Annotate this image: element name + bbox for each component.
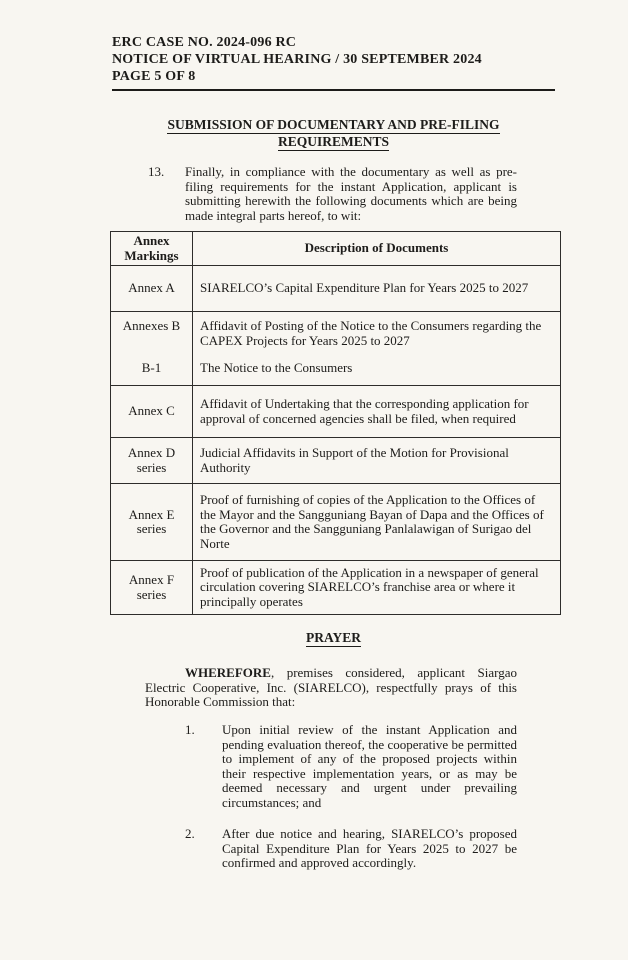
marking-cell: Annex F series bbox=[111, 561, 193, 615]
marking-annexes-b: Annexes B bbox=[122, 318, 181, 334]
paragraph-13-number: 13. bbox=[148, 163, 165, 179]
prayer-item-text: Upon initial review of the instant Application and pending evaluation thereof, the cooperative be permitted to implement of any of the proposed projects within their respective implementation years, or as may be deemed necessary and urgent under prevailing circumstances; and bbox=[222, 722, 517, 810]
prayer-item-number: 2. bbox=[185, 826, 195, 842]
case-number-line: ERC CASE NO. 2024-096 RC bbox=[112, 35, 297, 50]
table-header-row bbox=[111, 232, 561, 266]
description-annexes-b: Affidavit of Posting of the Notice to the Consumers regarding the CAPEX Projects for Years 2025 to 2027 bbox=[200, 318, 542, 348]
wherefore-lead: WHEREFORE bbox=[185, 665, 271, 681]
submission-heading-line2: REQUIREMENTS bbox=[277, 134, 390, 150]
table-row-annex-d bbox=[111, 438, 561, 484]
column-header-description: Description of Documents bbox=[193, 232, 561, 266]
paragraph-13-text: Finally, in compliance with the documentary as well as pre-filing requirements for the instant Application, applicant is submitting herewith the following documents which are being made integral parts hereof, to wit: bbox=[185, 163, 517, 223]
description-cell bbox=[193, 312, 561, 386]
paragraph-13 bbox=[148, 165, 555, 223]
marking-cell: Annex E series bbox=[111, 484, 193, 561]
table-row-annex-b bbox=[111, 312, 561, 386]
table-row-annex-a bbox=[111, 266, 561, 312]
prayer-item-1 bbox=[185, 723, 555, 810]
page-number-line: PAGE 5 OF 8 bbox=[112, 69, 196, 85]
table-row-annex-e bbox=[111, 484, 561, 561]
wherefore-rest: , premises considered, applicant Siargao Electric Cooperative, Inc. (SIARELCO), respectfully prays of this Honorable Commission that: bbox=[145, 665, 517, 710]
description-cell: Proof of furnishing of copies of the Application to the Offices of the Mayor and the Sangguniang Bayan of Dapa and the Offices of the Governor and the Sangguniang Panlalawigan of Surigao del Norte bbox=[193, 484, 561, 561]
marking-cell bbox=[111, 312, 193, 386]
marking-b-1: B-1 bbox=[141, 359, 162, 375]
table-row-annex-f bbox=[111, 561, 561, 615]
prayer-item-2 bbox=[185, 827, 555, 871]
description-cell: Judicial Affidavits in Support of the Motion for Provisional Authority bbox=[193, 438, 561, 484]
description-cell: Affidavit of Undertaking that the corresponding application for approval of concerned agencies shall be filed, when required bbox=[193, 386, 561, 438]
document-header bbox=[112, 34, 555, 91]
description-cell: SIARELCO’s Capital Expenditure Plan for Years 2025 to 2027 bbox=[193, 266, 561, 312]
submission-heading-line1: SUBMISSION OF DOCUMENTARY AND PRE-FILING bbox=[167, 117, 500, 133]
notice-title-line: NOTICE OF VIRTUAL HEARING / 30 SEPTEMBER 2024 bbox=[112, 52, 482, 68]
description-cell: Proof of publication of the Application in a newspaper of general circulation covering SIARELCO’s franchise area or where it principally operates bbox=[193, 561, 561, 615]
prayer-item-number: 1. bbox=[185, 722, 195, 738]
column-header-annex-markings: Annex Markings bbox=[111, 232, 193, 266]
marking-cell: Annex C bbox=[111, 386, 193, 438]
submission-section-heading bbox=[112, 117, 555, 151]
annex-documents-table bbox=[110, 231, 561, 615]
description-b-1: The Notice to the Consumers bbox=[200, 360, 353, 376]
prayer-heading: PRAYER bbox=[305, 630, 361, 646]
prayer-list bbox=[112, 723, 555, 871]
table-row-annex-c bbox=[111, 386, 561, 438]
prayer-item-text: After due notice and hearing, SIARELCO’s proposed Capital Expenditure Plan for Years 2025 to 2027 be confirmed and approved accordingly. bbox=[222, 826, 517, 871]
wherefore-paragraph bbox=[145, 666, 517, 710]
marking-cell: Annex A bbox=[111, 266, 193, 312]
marking-cell: Annex D series bbox=[111, 438, 193, 484]
